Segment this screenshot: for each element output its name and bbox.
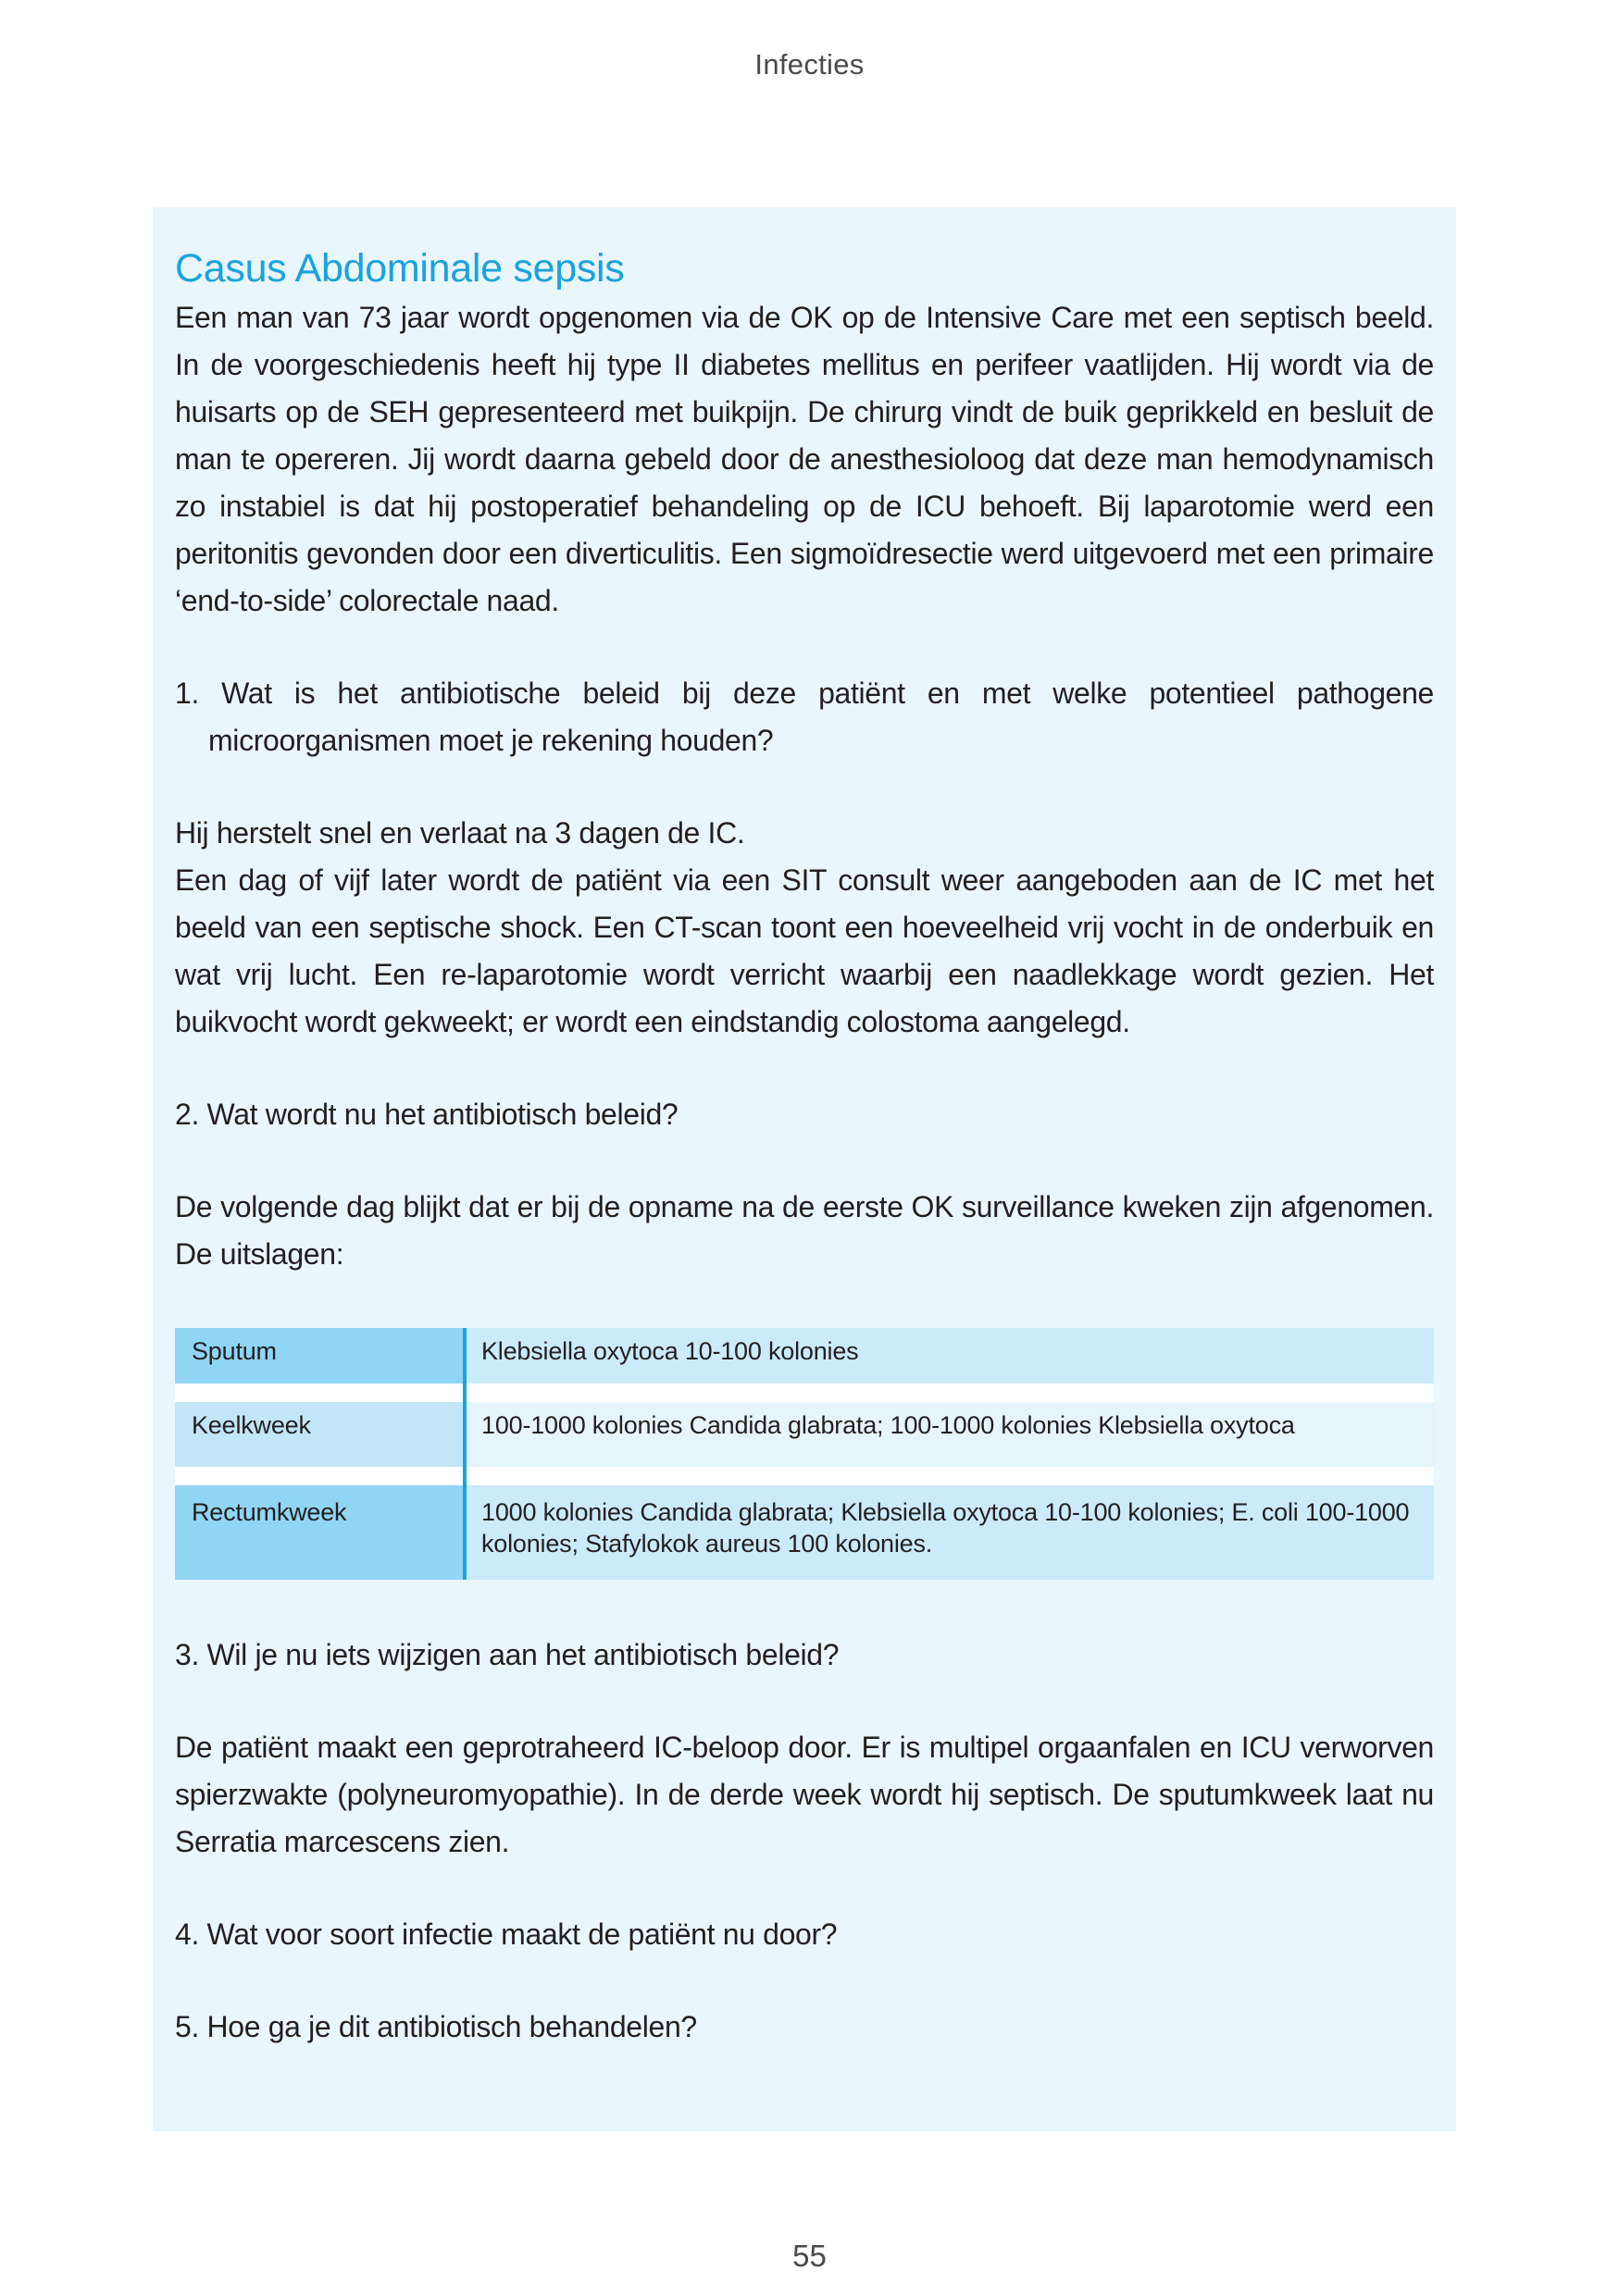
spacer xyxy=(175,1046,1434,1091)
running-header: Infecties xyxy=(754,48,865,81)
case-panel xyxy=(153,207,1456,2131)
spacer xyxy=(175,764,1434,810)
table-row xyxy=(175,1485,1434,1580)
spacer xyxy=(175,1958,1434,2004)
readmission-paragraph: Een dag of vijf later wordt de patiënt via een SIT consult weer aangeboden aan de IC met het beeld van een septische shock. Een CT-scan toont een hoeveelheid vrij vocht in de onderbuik en wat vrij lucht. Een re-laparotomie wordt verricht waarbij een naadlekkage wordt gezien. Het buikvocht wordt gekweekt; er wordt een eindstandig colostoma aangelegd. xyxy=(175,863,1434,1038)
culture-result: 100-1000 kolonies Candida glabrata; 100-1000 kolonies Klebsiella oxytoca xyxy=(467,1402,1434,1467)
culture-result: 1000 kolonies Candida glabrata; Klebsiella oxytoca 10-100 kolonies; E. coli 100-1000 kolonies; Stafylokok aureus 100 kolonies. xyxy=(467,1485,1434,1580)
question-4: 4. Wat voor soort infectie maakt de patiënt nu door? xyxy=(175,1917,838,1951)
culture-result: Klebsiella oxytoca 10-100 kolonies xyxy=(467,1328,1434,1384)
question-3: 3. Wil je nu iets wijzigen aan het antibiotisch beleid? xyxy=(175,1638,840,1671)
table-row xyxy=(175,1402,1434,1467)
culture-results-table xyxy=(175,1328,1434,1580)
question-1: 1. Wat is het antibiotische beleid bij deze patiënt en met welke potentieel pathogene microorganismen moet je rekening houden? xyxy=(175,676,1434,757)
surveillance-paragraph: De volgende dag blijkt dat er bij de opname na de eerste OK surveillance kweken zijn afgenomen. De uitslagen: xyxy=(175,1190,1434,1271)
case-intro-paragraph: Een man van 73 jaar wordt opgenomen via de OK op de Intensive Care met een septisch beeld. In de voorgeschiedenis heeft hij type II diabetes mellitus en perifeer vaatlijden. Hij wordt via de huisarts op de SEH gepresenteerd met buikpijn. De chirurg vindt de buik geprikkeld en besluit de man te opereren. Jij wordt daarna gebeld door de anesthesioloog dat deze man hemodynamisch zo instabiel is dat hij postoperatief behandeling op de ICU behoeft. Bij laparotomie werd een peritonitis gevonden door een diverticulitis. Een sigmoïdresectie werd uitgevoerd met een primaire ‘end-to-side’ colorectale naad. xyxy=(175,301,1434,617)
question-2: 2. Wat wordt nu het antibiotisch beleid? xyxy=(175,1098,679,1131)
spacer xyxy=(175,1866,1434,1911)
question-5: 5. Hoe ga je dit antibiotisch behandelen? xyxy=(175,2010,697,2043)
prolonged-course-paragraph: De patiënt maakt een geprotraheerd IC-beloop door. Er is multipel orgaanfalen en ICU verworven spierzwakte (polyneuromyopathie). In de derde week wordt hij septisch. De sputumkweek laat nu Serratia marcescens zien. xyxy=(175,1731,1434,1858)
spacer xyxy=(175,1580,1434,1632)
culture-site: Keelkweek xyxy=(175,1402,467,1467)
row-divider xyxy=(175,1467,1434,1485)
table-row xyxy=(175,1328,1434,1384)
case-title: Casus Abdominale sepsis xyxy=(175,246,625,291)
culture-site: Rectumkweek xyxy=(175,1485,467,1580)
spacer xyxy=(175,625,1434,670)
culture-site: Sputum xyxy=(175,1328,467,1384)
row-divider xyxy=(175,1384,1434,1402)
spacer xyxy=(175,1679,1434,1724)
page-number: 55 xyxy=(792,2239,827,2273)
recovery-paragraph: Hij herstelt snel en verlaat na 3 dagen de IC. xyxy=(175,816,745,850)
spacer xyxy=(175,1138,1434,1184)
